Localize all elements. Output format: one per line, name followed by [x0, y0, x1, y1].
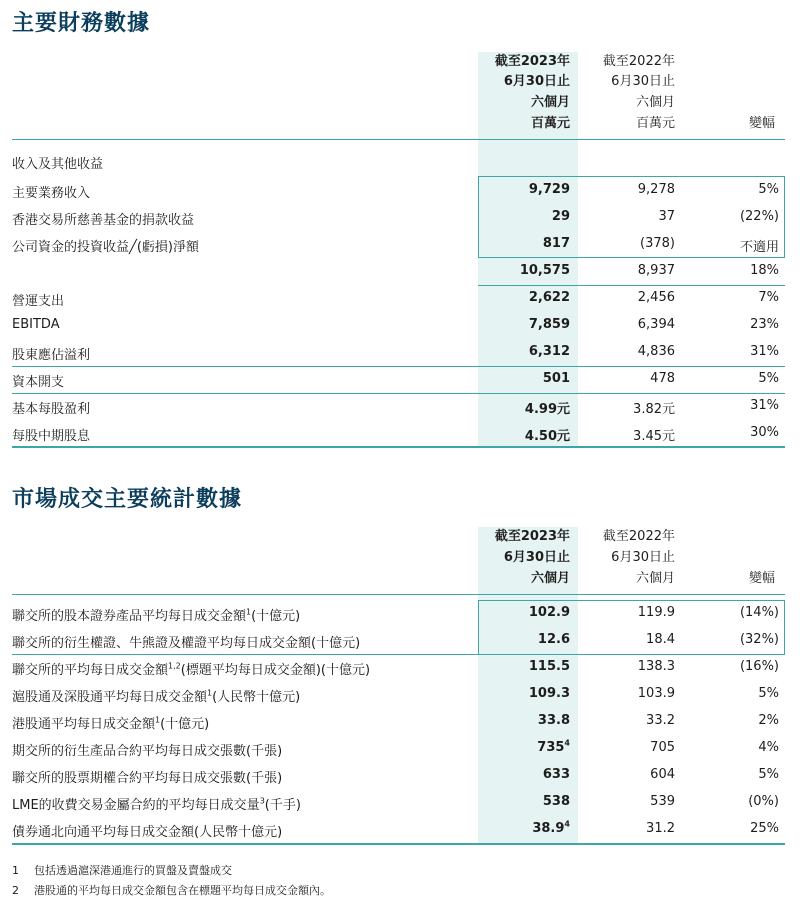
row-prev: 539 — [650, 794, 675, 809]
header-cur-line3: 六個月 — [530, 95, 570, 110]
row-chg: 4% — [758, 740, 779, 755]
row-prev: 604 — [650, 767, 675, 782]
row-prev: 4,836 — [637, 344, 675, 359]
table-row — [12, 204, 785, 231]
row-chg: 23% — [750, 317, 779, 332]
row-cur: 9,729 — [528, 182, 570, 197]
row-label-unit: (人民幣十億元) — [212, 690, 301, 705]
table-row — [12, 366, 785, 393]
row-cur: 29 — [551, 209, 570, 224]
row-cur-value: 33.8 — [537, 713, 570, 728]
row-label: 每股中期股息 — [12, 429, 91, 444]
row-label-footnote-ref: 1 — [207, 688, 213, 698]
row-label-unit: (十億元) — [160, 717, 210, 732]
table-row — [12, 420, 785, 447]
header-prev-line3: 六個月 — [635, 571, 675, 586]
row-prev: 31.2 — [646, 821, 675, 836]
row-cur-value: 102.9 — [528, 605, 570, 620]
header-change: 變幅 — [748, 116, 775, 131]
row-cur — [478, 794, 578, 809]
row-cur-footnote-ref: 4 — [564, 738, 570, 748]
row-chg: 18% — [750, 263, 779, 278]
table-row — [12, 735, 785, 762]
row-cur: 7,859 — [528, 317, 570, 332]
financial-title: 主要財務數據 — [12, 11, 151, 36]
table-row — [12, 231, 785, 258]
row-cur — [478, 686, 578, 701]
table-row — [12, 339, 785, 366]
row-label — [12, 605, 300, 624]
table-row — [12, 681, 785, 708]
row-chg: 不適用 — [739, 240, 779, 255]
row-prev: 33.2 — [646, 713, 675, 728]
row-label — [12, 740, 282, 759]
header-prev-line3: 六個月 — [635, 95, 675, 110]
row-cur: 2,622 — [528, 290, 570, 305]
header-cur-line2: 6月30日止 — [503, 550, 570, 565]
row-label — [12, 659, 370, 678]
row-chg: 5% — [758, 371, 779, 386]
footnote-text: 港股通的平均每日成交金額包含在標題平均每日成交金額內。 — [34, 884, 331, 897]
header-cur-line2: 6月30日止 — [503, 74, 570, 89]
header-prev-line1: 截至2022年 — [602, 529, 675, 544]
row-chg: 30% — [750, 425, 779, 440]
row-label-unit: (標題平均每日成交金額)(十億元) — [180, 663, 371, 678]
row-chg: (14%) — [739, 605, 779, 620]
row-label-unit: (十億元) — [251, 609, 301, 624]
row-cur-value: 115.5 — [528, 659, 570, 674]
row-label-text: 債券通北向通平均每日成交金額(人民幣十億元) — [12, 825, 283, 840]
row-label-footnote-ref: 1,2 — [168, 661, 181, 671]
row-prev: 6,394 — [637, 317, 675, 332]
row-prev: 18.4 — [646, 632, 675, 647]
row-chg: 25% — [750, 821, 779, 836]
row-cur: 4.99元 — [524, 402, 570, 417]
footnote-text: 包括透過滬深港通進行的買盤及賣盤成交 — [34, 864, 232, 877]
table-row — [12, 393, 785, 420]
table-row-total — [12, 258, 785, 285]
group-label-row — [12, 148, 785, 175]
header-prev-line1: 截至2022年 — [602, 54, 675, 69]
row-cur-footnote-ref: 4 — [564, 819, 570, 829]
header-cur-line4: 百萬元 — [530, 116, 570, 131]
row-chg: 5% — [758, 686, 779, 701]
row-cur: 817 — [542, 236, 570, 251]
row-cur — [478, 632, 578, 647]
row-chg: 2% — [758, 713, 779, 728]
row-label — [12, 632, 360, 651]
group-label: 收入及其他收益 — [12, 157, 104, 172]
row-label-text: 聯交所的股票期權合約平均每日成交張數(千張) — [12, 771, 283, 786]
row-chg: 31% — [750, 344, 779, 359]
table-row — [12, 627, 785, 654]
row-cur: 4.50元 — [524, 429, 570, 444]
row-label: 香港交易所慈善基金的捐款收益 — [12, 213, 195, 228]
row-label-text: 港股通平均每日成交金額 — [12, 717, 156, 732]
row-chg: (32%) — [739, 632, 779, 647]
row-chg: 31% — [750, 398, 779, 413]
row-cur — [478, 821, 578, 836]
header-divider — [12, 594, 785, 595]
row-label-text: 聯交所的衍生權證、牛熊證及權證平均每日成交金額(十億元) — [12, 636, 361, 651]
table-row — [12, 654, 785, 681]
row-prev: 103.9 — [637, 686, 675, 701]
row-cur — [478, 767, 578, 782]
row-label — [12, 821, 282, 840]
row-cur-value: 735 — [537, 740, 565, 755]
row-label: 基本每股盈利 — [12, 402, 91, 417]
market-title: 市場成交主要統計數據 — [12, 487, 243, 512]
row-label-text: 滬股通及深股通平均每日成交金額 — [12, 690, 208, 705]
row-prev: 2,456 — [637, 290, 675, 305]
header-cur-line1: 截至2023年 — [494, 54, 570, 69]
row-chg: 5% — [758, 767, 779, 782]
row-label: 股東應佔溢利 — [12, 348, 91, 363]
row-label: 公司資金的投資收益╱(虧損)淨額 — [12, 240, 199, 255]
row-chg: (16%) — [739, 659, 779, 674]
row-cur: 10,575 — [519, 263, 570, 278]
row-prev: (378) — [640, 236, 675, 251]
row-prev: 37 — [658, 209, 675, 224]
row-cur-value: 38.9 — [532, 821, 565, 836]
footnote-number: 1 — [12, 864, 19, 877]
row-label-text: 期交所的衍生產品合約平均每日成交張數(千張) — [12, 744, 283, 759]
row-cur-value: 109.3 — [528, 686, 570, 701]
row-label — [12, 686, 300, 705]
row-prev: 9,278 — [637, 182, 675, 197]
row-label-text: LME的收費交易金屬合約的平均每日成交量 — [12, 798, 260, 813]
row-prev: 3.45元 — [633, 429, 675, 444]
row-label — [12, 767, 282, 786]
header-prev-line2: 6月30日止 — [611, 74, 675, 89]
row-prev: 3.82元 — [633, 402, 675, 417]
row-label-footnote-ref: 1 — [246, 607, 252, 617]
footnote — [12, 862, 232, 878]
row-label: 資本開支 — [12, 375, 65, 390]
row-label-text: 聯交所的股本證券產品平均每日成交金額 — [12, 609, 247, 624]
table-row — [12, 762, 785, 789]
table-bottom-border — [12, 843, 785, 845]
header-prev-line4: 百萬元 — [635, 116, 675, 131]
row-cur — [478, 605, 578, 620]
row-cur — [478, 659, 578, 674]
table-row — [12, 285, 785, 312]
row-cur — [478, 740, 578, 755]
row-chg: (22%) — [739, 209, 779, 224]
row-cur — [478, 713, 578, 728]
row-cur-value: 538 — [542, 794, 570, 809]
row-prev: 119.9 — [637, 605, 675, 620]
table-bottom-border — [12, 446, 785, 448]
footnote — [12, 882, 331, 898]
row-prev: 705 — [650, 740, 675, 755]
row-label-footnote-ref: 1 — [155, 715, 161, 725]
table-row — [12, 708, 785, 735]
row-label — [12, 713, 209, 732]
table-row — [12, 177, 785, 204]
footnote-number: 2 — [12, 884, 19, 897]
row-label-footnote-ref: 3 — [259, 796, 265, 806]
row-cur-value: 633 — [542, 767, 570, 782]
table-row — [12, 312, 785, 339]
row-cur-value: 12.6 — [537, 632, 570, 647]
row-prev: 8,937 — [637, 263, 675, 278]
table-row — [12, 789, 785, 816]
header-change: 變幅 — [748, 571, 775, 586]
row-label-unit: (千手) — [264, 798, 301, 813]
header-cur-line1: 截至2023年 — [494, 529, 570, 544]
row-label: 營運支出 — [12, 294, 65, 309]
row-chg: 7% — [758, 290, 779, 305]
row-label: EBITDA — [12, 317, 60, 332]
header-divider — [12, 139, 785, 140]
header-prev-line2: 6月30日止 — [611, 550, 675, 565]
row-cur: 6,312 — [528, 344, 570, 359]
row-prev: 478 — [650, 371, 675, 386]
row-cur: 501 — [542, 371, 570, 386]
row-prev: 138.3 — [637, 659, 675, 674]
row-label — [12, 794, 301, 813]
row-chg: (0%) — [748, 794, 779, 809]
table-row — [12, 816, 785, 843]
row-label-text: 聯交所的平均每日成交金額 — [12, 663, 169, 678]
header-cur-line3: 六個月 — [530, 571, 570, 586]
table-row — [12, 600, 785, 627]
row-chg: 5% — [758, 182, 779, 197]
row-label: 主要業務收入 — [12, 186, 91, 201]
